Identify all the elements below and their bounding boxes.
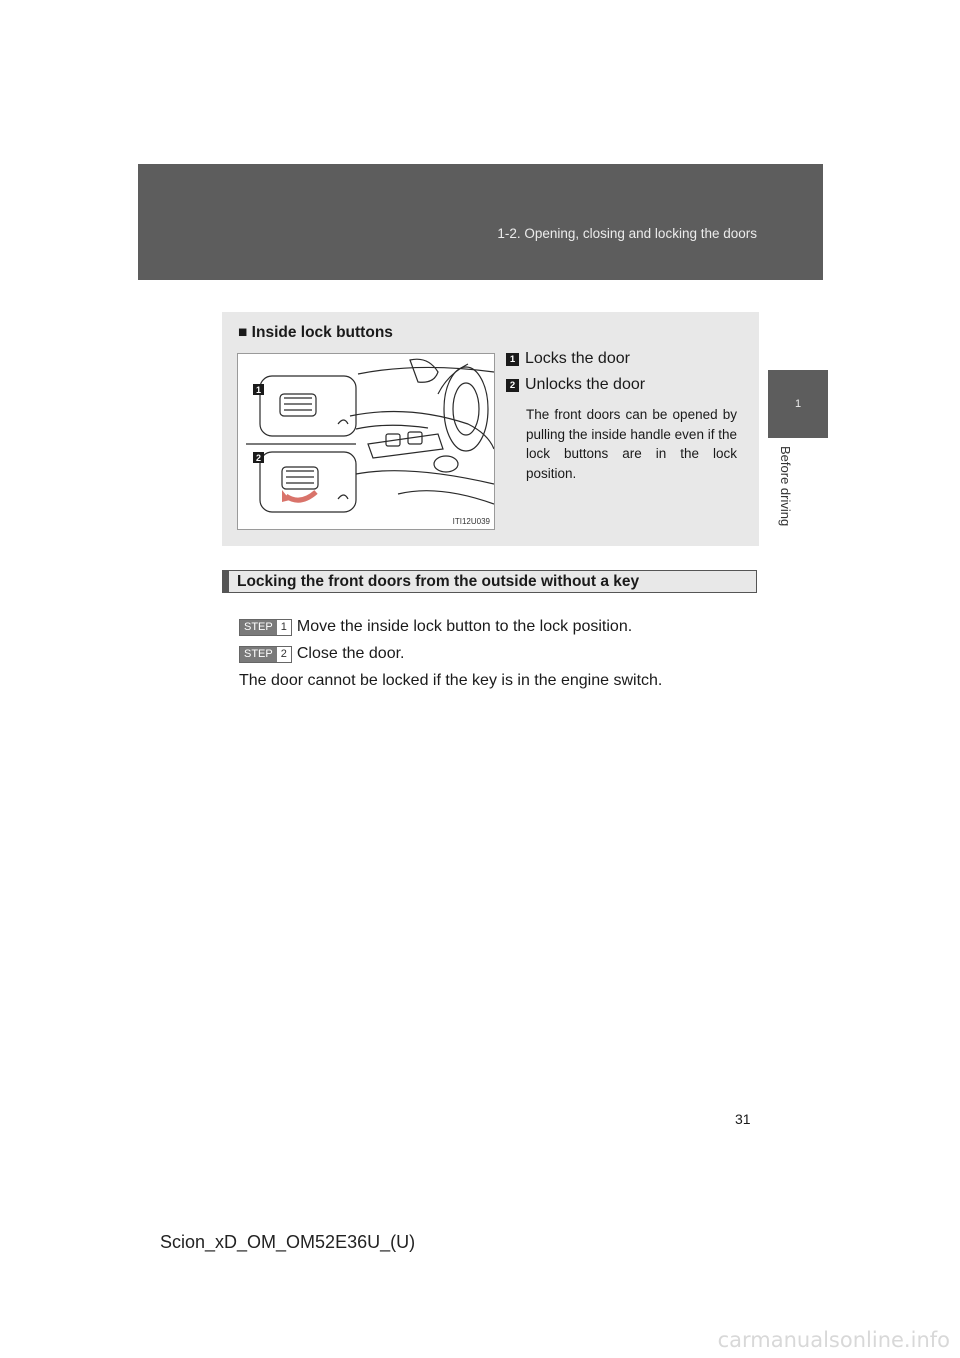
- step-1: [239, 618, 632, 636]
- step-badge-1: [239, 619, 292, 636]
- section-title: Locking the front doors from the outside without a key: [237, 573, 640, 590]
- door-interior-drawing: [238, 354, 494, 529]
- info-heading: ■ Inside lock buttons: [238, 324, 393, 341]
- page-number: 31: [735, 1111, 751, 1127]
- door-lock-illustration: [237, 353, 495, 530]
- step-text: Close the door.: [296, 645, 405, 662]
- section-heading-bar: [222, 570, 757, 593]
- chapter-tab: [768, 370, 828, 438]
- body-paragraph: The door cannot be locked if the key is in the engine switch.: [239, 672, 663, 689]
- legend-item-2: [506, 376, 645, 394]
- step-2: [239, 645, 404, 663]
- watermark: carmanualsonline.info: [717, 1328, 950, 1352]
- step-word: STEP: [240, 647, 277, 662]
- illustration-code: ITI12U039: [452, 517, 490, 526]
- step-number: 2: [277, 647, 291, 662]
- chapter-number: 1: [794, 398, 802, 410]
- svg-text:1: 1: [255, 385, 262, 395]
- step-word: STEP: [240, 620, 277, 635]
- legend-label-2: Unlocks the door: [525, 376, 646, 393]
- step-number: 1: [277, 620, 291, 635]
- chapter-label: Before driving: [778, 446, 793, 527]
- number-badge-1: 1: [506, 353, 519, 366]
- document-code: Scion_xD_OM_OM52E36U_(U): [160, 1232, 416, 1252]
- number-badge-2: 2: [506, 379, 519, 392]
- chapter-header: [138, 164, 823, 280]
- info-box: [222, 312, 759, 546]
- step-badge-2: [239, 646, 292, 663]
- legend-item-1: [506, 350, 630, 368]
- info-note: The front doors can be opened by pulling the inside handle even if the lock buttons are in the lock position.: [526, 407, 737, 481]
- svg-text:2: 2: [255, 453, 262, 463]
- chapter-title: 1-2. Opening, closing and locking the doors: [497, 226, 757, 241]
- legend-label-1: Locks the door: [525, 350, 630, 367]
- step-text: Move the inside lock button to the lock position.: [296, 618, 633, 635]
